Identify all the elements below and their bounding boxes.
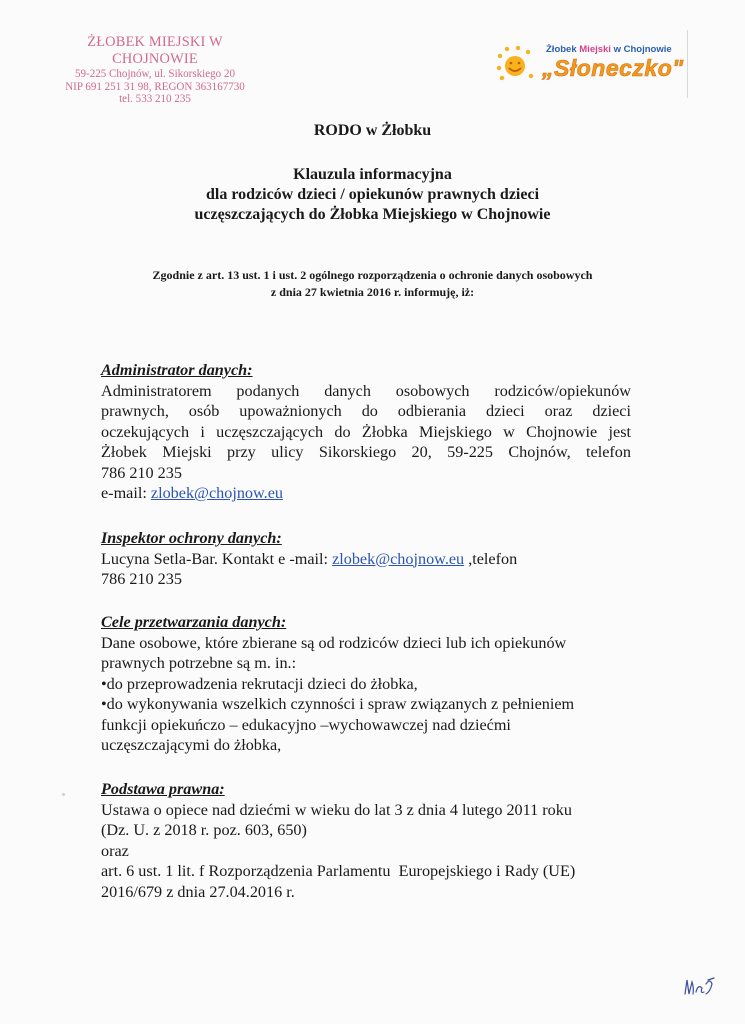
inspector-name: Lucyna Setla-Bar. Kontakt e -mail: [101,549,333,568]
stamp-address: 59-225 Chojnów, ul. Sikorskiego 20 [75,68,235,80]
paragraph-line: Ustawa o opiece nad dziećmi w wieku do lat 3 z dnia 4 lutego 2011 roku [101,800,572,819]
legal-basis-section [101,779,631,902]
handwritten-initials-icon [682,972,722,1002]
paragraph-line: funkcji opiekuńczo – edukacyjno –wychowawczej nad dziećmi [101,715,511,734]
inspector-phone-label: ,telefon [464,549,518,568]
stamp-ids: NIP 691 251 31 98, REGON 363167730 [65,80,245,93]
administrator-section [101,360,631,504]
logo-subtitle [546,44,672,55]
email-line [101,483,631,504]
paragraph-line: Dane osobowe, które zbierane są od rodziców dzieci lub ich opiekunów [101,633,567,652]
paragraph-line: prawnych potrzebne są m. in.: [101,654,297,672]
paragraph-line: oraz [101,841,129,860]
clause-heading-line: Klauzula informacyjna [293,166,452,183]
paragraph-line: 2016/679 z dnia 27.04.2016 r. [101,882,295,901]
bullet-item: •do wykonywania wszelkich czynności i spraw związanych z pełnieniem [101,695,575,713]
logo-word-1: Żłobek [546,44,577,55]
intro-statement [0,267,745,301]
email-label: e-mail: [101,484,151,502]
header-divider [687,30,688,98]
paragraph-line: Administratorem podanych danych osobowych rodziców/opiekunów [101,381,631,400]
logo-word-3: w Chojnowie [613,44,672,55]
paragraph-line: prawnych, osób upoważnionych do odbierania dzieci oraz dzieci [101,402,631,420]
scan-speck [62,793,65,796]
clause-heading-line: uczęszczających do Żłobka Miejskiego w Chojnowie [194,206,551,223]
paragraph-line: art. 6 ust. 1 lit. f Rozporządzenia Parlamentu Europejskiego i Rady (UE) [101,862,576,880]
purposes-section [101,612,631,756]
section-title: Inspektor ochrony danych: [101,529,282,547]
page-title: RODO w Żłobku [313,122,432,139]
institution-stamp [45,34,266,106]
nursery-logo [492,40,682,86]
paragraph-line: 786 210 235 [101,463,182,482]
inspector-phone: 786 210 235 [101,570,182,588]
clause-heading-line: dla rodziców dzieci / opiekunów prawnych dzieci [205,186,540,203]
sun-icon [496,46,536,82]
section-title: Podstawa prawna: [101,780,225,798]
section-title: Administrator danych: [101,361,253,379]
intro-line: Zgodnie z art. 13 ust. 1 i ust. 2 ogólnego rozporządzenia o ochronie danych osobowych [152,268,593,282]
paragraph-line: oczekujących i uczęszczających do Żłobka Miejskiego w Chojnowie jest [101,422,631,441]
admin-email-link[interactable]: zlobek@chojnow.eu [150,484,283,502]
section-title: Cele przetwarzania danych: [101,613,287,631]
paragraph-line: Żłobek Miejski przy ulicy Sikorskiego 20, 59-225 Chojnów, telefon [101,443,631,461]
intro-line: z dnia 27 kwietnia 2016 r. informuję, iż: [270,285,475,299]
logo-name: „Słoneczko" [542,55,684,81]
stamp-phone: tel. 533 210 235 [119,93,191,105]
bullet-item: •do przeprowadzenia rekrutacji dzieci do żłobka, [101,674,418,693]
inspector-section [101,528,631,590]
inspector-email-link[interactable]: zlobek@chojnow.eu [332,549,465,568]
paragraph-line: (Dz. U. z 2018 r. poz. 603, 650) [101,821,307,839]
paragraph-line: uczęszczającymi do żłobka, [101,736,282,754]
clause-heading [0,165,745,225]
logo-word-2: Miejski [579,44,611,55]
inspector-contact-line [101,549,631,570]
stamp-title: ŻŁOBEK MIEJSKI W CHOJNOWIE [87,34,223,67]
